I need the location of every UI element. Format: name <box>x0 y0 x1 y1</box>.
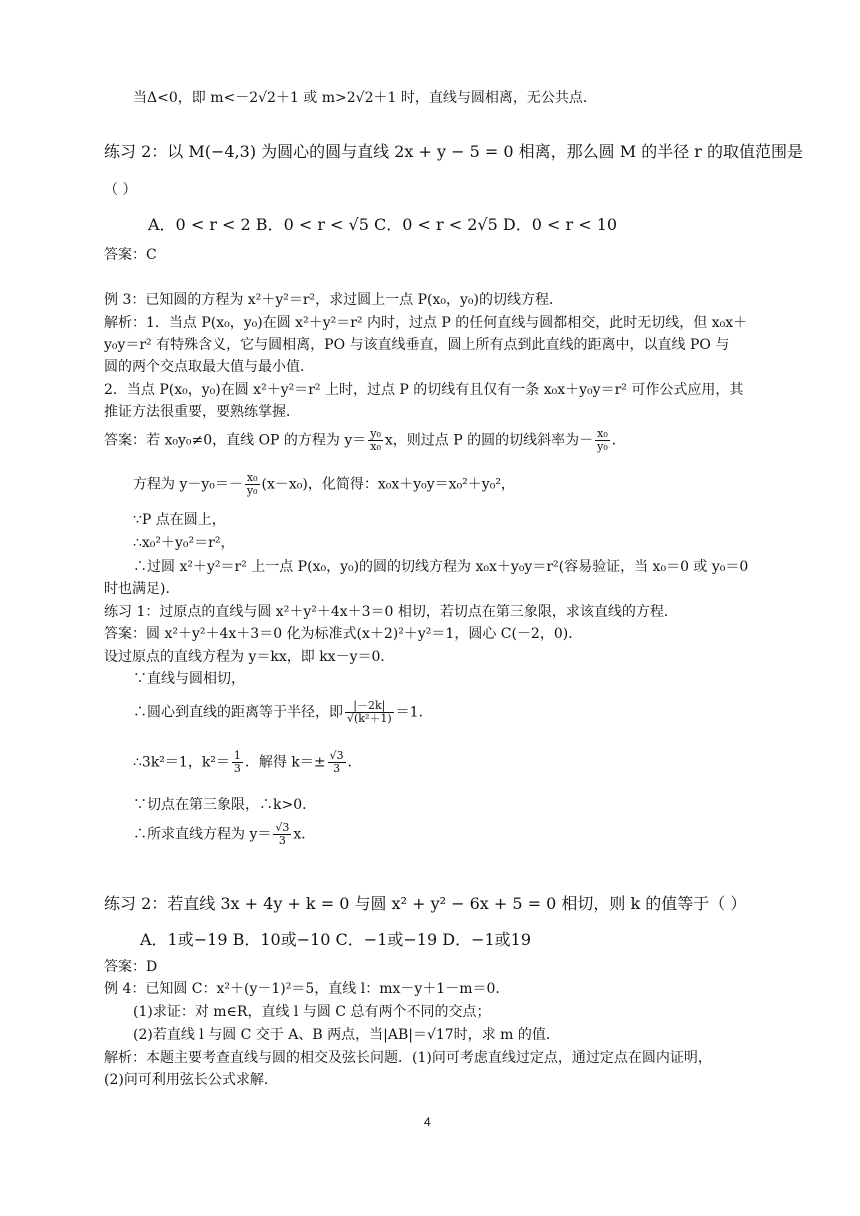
text-line: 时也满足)． <box>104 581 180 597</box>
text-line: ∴x₀²＋y₀²＝r²， <box>133 535 235 551</box>
text-line: 解析：1．当点 P(x₀，y₀)在圆 x²＋y²＝r² 内时，过点 P 的任何直线与圆都相交，此时无切线，但 x₀x＋ <box>104 315 748 331</box>
fraction: $\frac{\text{x₀}}{\text{y₀}}$ <box>597 427 608 453</box>
text-line: ∴过圆 x²＋y²＝r² 上一点 P(x₀，y₀)的圆的切线方程为 x₀x＋y₀y＝r²(容易验证，当 x₀＝0 或 y₀＝0 <box>133 559 749 575</box>
exercise-2-question: 练习 2：以 M(−4,3) 为圆心的圆与直线 2x + y − 5 = 0 相离，那么圆 M 的半径 r 的取值范围是 <box>104 142 804 161</box>
text-line: ∵切点在第三象限，∴k>0． <box>133 797 317 813</box>
text-line: 答案：圆 x²＋y²＋4x＋3＝0 化为标准式(x＋2)²＋y²＝1，圆心 C(－2，0)． <box>104 626 583 642</box>
fraction: $\frac{√3}{3}$ <box>329 749 344 775</box>
practice-2-question: 练习 2：若直线 3x + 4y + k = 0 与圆 x² + y² − 6x + 5 = 0 相切，则 k 的值等于（ ） <box>104 894 747 913</box>
text-line: y₀y＝r² 有特殊含义，它与圆相离，PO 与该直线垂直，圆上所有点到此直线的距离中，以直线 PO 与 <box>104 337 730 353</box>
text-line: ∵P 点在圆上， <box>133 512 226 528</box>
text-line: 解析：本题主要考查直线与圆的相交及弦长问题．(1)问可考虑直线过定点，通过定点在圆内证明， <box>104 1050 712 1066</box>
fraction: $\frac{\text{x₀}}{\text{y₀}}$ <box>246 471 258 497</box>
text-line: (2)若直线 l 与圆 C 交于 A、B 两点，当|AB|＝√17时，求 m 的值． <box>133 1027 560 1043</box>
practice-1-title: 练习 1：过原点的直线与圆 x²＋y²＋4x＋3＝0 相切，若切点在第三象限，求该直线的方程． <box>104 604 678 620</box>
text-line: ∵直线与圆相切， <box>133 671 245 687</box>
page-number: 4 <box>424 1115 431 1129</box>
exercise-2-answer: 答案：C <box>104 247 157 263</box>
fraction: $\frac{1}{3}$ <box>233 749 241 775</box>
example-3-answer: 答案：若 x₀y₀≠0，直线 OP 的方程为 y＝ $\frac{\text{y₀}}{\text{x₀}}$ x，则过点 P 的圆的切线斜率为－ $\frac{\text{x₀}}{\text{y₀}}$ ． <box>104 427 626 453</box>
text-line: 2．当点 P(x₀，y₀)在圆 x²＋y²＝r² 上时，过点 P 的切线有且仅有一条 x₀x＋y₀y＝r² 可作公式应用，其 <box>104 382 744 398</box>
exercise-2-options: A．0 < r < 2 B．0 < r < √5 C．0 < r < 2√5 D．0 < r < 10 <box>148 215 618 234</box>
text-line: (1)求证：对 m∈R，直线 l 与圆 C 总有两个不同的交点； <box>133 1004 491 1020</box>
text-line: ∴3k²＝1，k²＝ $\frac{1}{3}$ ．解得 k＝± $\frac{√3}{3}$ ． <box>133 749 362 775</box>
text-line: ∴圆心到直线的距离等于半径，即 $\frac{|-2k|}{\text{√(k²＋1)}}$ ＝1． <box>133 699 433 725</box>
example-4-title: 例 4：已知圆 C：x²＋(y－1)²＝5，直线 l：mx－y＋1－m＝0． <box>104 981 510 997</box>
text-line: 推证方法很重要，要熟练掌握． <box>104 404 300 420</box>
answer-bracket: （ ） <box>104 182 137 198</box>
text-line: 圆的两个交点取最大值与最小值． <box>104 359 314 375</box>
text-line: ∴所求直线方程为 y＝ $\frac{√3}{3}$ x． <box>133 821 316 847</box>
text-line: (2)问可利用弦长公式求解． <box>104 1072 278 1088</box>
fraction: $\frac{|-2k|}{\text{√(k²＋1)}}$ <box>347 699 392 725</box>
text-line: 方程为 y－y₀＝－ $\frac{\text{x₀}}{\text{y₀}}$ (x－x₀)，化简得：x₀x＋y₀y＝x₀²＋y₀²， <box>133 471 515 497</box>
text-line: 当Δ<0，即 m<－2√2＋1 或 m>2√2＋1 时，直线与圆相离，无公共点． <box>133 90 597 106</box>
fraction: $\frac{\text{y₀}}{\text{x₀}}$ <box>370 427 381 453</box>
text-line: 设过原点的直线方程为 y＝kx，即 kx－y＝0． <box>104 649 395 665</box>
practice-2-options: A．1或−19 B．10或−10 C．−1或−19 D．−1或19 <box>140 930 532 949</box>
practice-2-answer: 答案：D <box>104 959 158 975</box>
fraction: $\frac{√3}{3}$ <box>275 821 290 847</box>
example-3-title: 例 3：已知圆的方程为 x²＋y²＝r²，求过圆上一点 P(x₀，y₀)的切线方程． <box>104 292 563 308</box>
